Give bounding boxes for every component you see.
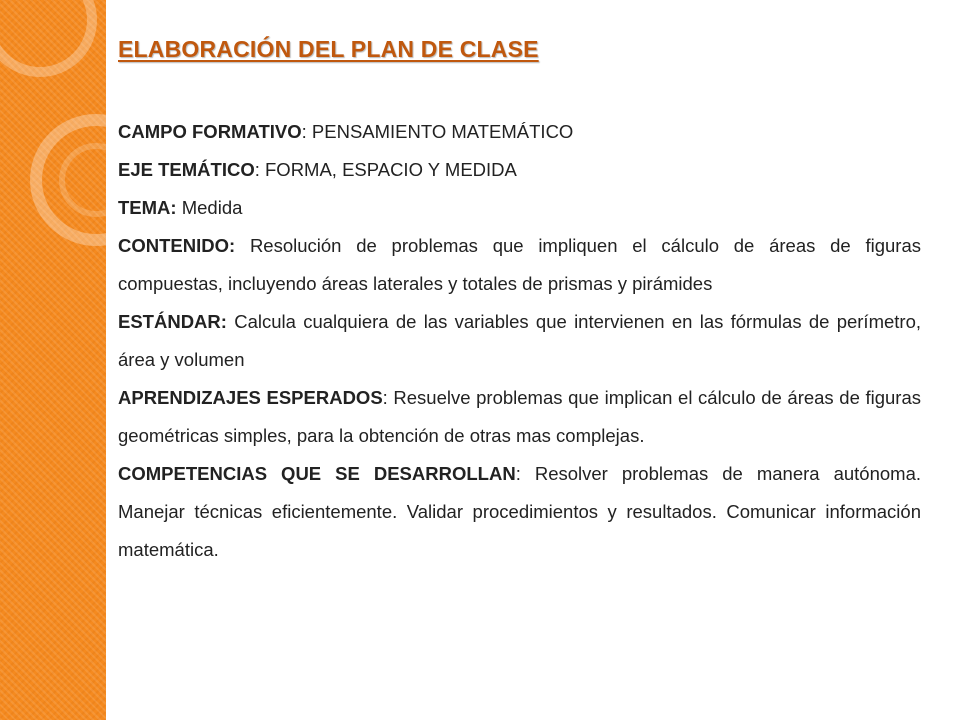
field-eje-tematico xyxy=(118,151,921,189)
field-label: ESTÁNDAR: xyxy=(118,311,227,332)
decorative-circles xyxy=(0,0,106,720)
field-label: APRENDIZAJES ESPERADOS xyxy=(118,387,383,408)
field-label: EJE TEMÁTICO xyxy=(118,159,255,180)
slide-title: ELABORACIÓN DEL PLAN DE CLASE xyxy=(118,36,539,62)
field-contenido xyxy=(118,227,921,303)
field-value: Resolución de problemas que impliquen el cálculo de áreas de figuras compuestas, incluyendo áreas laterales y totales de prismas y pirámides xyxy=(118,235,922,294)
field-value: Resuelve problemas que implican el cálculo de áreas de figuras geométricas simples, para la obtención de otras mas complejas. xyxy=(118,387,921,446)
field-aprendizajes-esperados xyxy=(118,379,921,455)
field-campo-formativo xyxy=(118,113,921,151)
field-separator: : xyxy=(515,463,535,484)
field-label: TEMA: xyxy=(118,197,177,218)
field-separator: : xyxy=(382,387,394,408)
field-label: CONTENIDO: xyxy=(118,235,236,256)
field-value: Medida xyxy=(181,197,243,218)
field-label: CAMPO FORMATIVO xyxy=(118,121,302,142)
decorative-side-band xyxy=(0,0,106,720)
field-label: COMPETENCIAS QUE SE DESARROLLAN xyxy=(118,463,516,484)
field-competencias xyxy=(118,455,921,569)
field-value: FORMA, ESPACIO Y MEDIDA xyxy=(265,159,517,180)
field-separator xyxy=(235,235,250,256)
field-tema xyxy=(118,189,921,227)
field-value: Resolver problemas de manera autónoma. Manejar técnicas eficientemente. Validar procedimientos y resultados. Comunicar información matemática. xyxy=(118,463,921,560)
field-estandar xyxy=(118,303,921,379)
lesson-plan-content xyxy=(118,113,921,569)
field-value: Calcula cualquiera de las variables que intervienen en las fórmulas de perímetro, área y volumen xyxy=(118,311,922,370)
field-value: PENSAMIENTO MATEMÁTICO xyxy=(311,121,574,142)
field-separator: : xyxy=(254,159,265,180)
field-separator: : xyxy=(301,121,312,142)
